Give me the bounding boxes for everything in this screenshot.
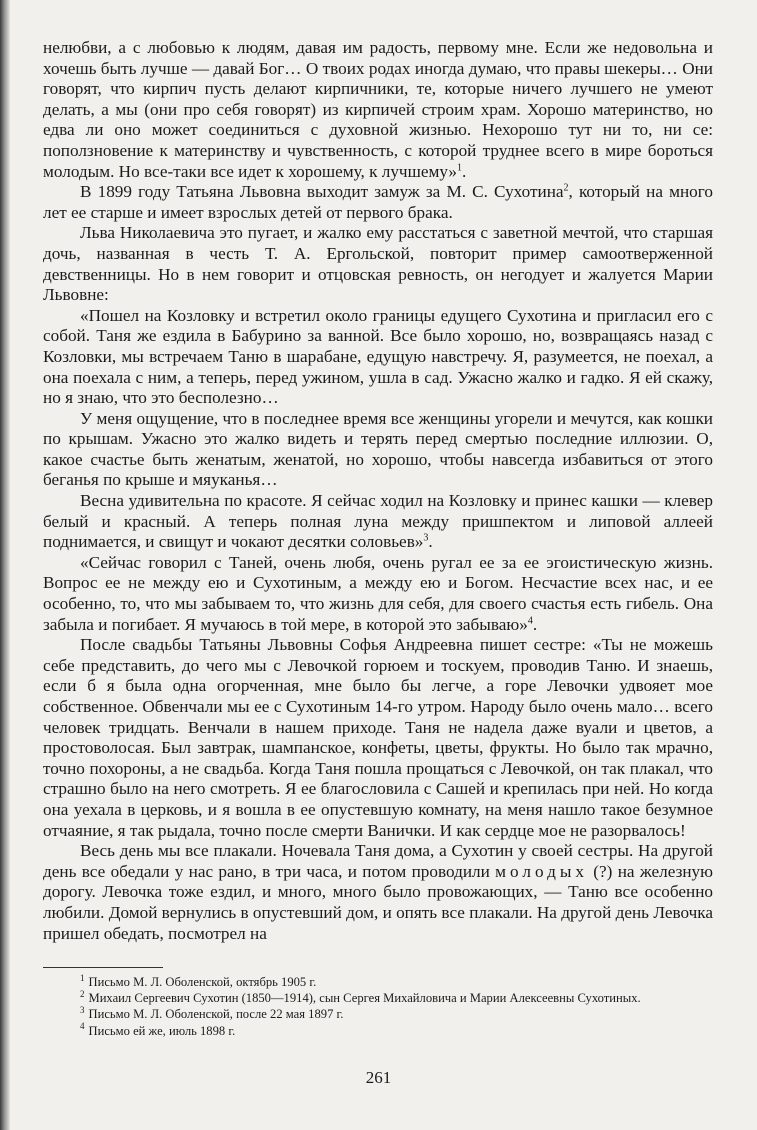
footnote — [43, 1023, 713, 1039]
footnote-text: Михаил Сергеевич Сухотин (1850—1914), сын Сергея Михайловича и Марии Алексеевны Сухотиных. — [88, 991, 641, 1006]
footnote-number: 2 — [80, 989, 85, 1000]
footnote-number: 3 — [80, 1005, 85, 1016]
footnotes — [43, 974, 713, 1039]
footnote-ref: 4 — [527, 614, 533, 626]
paragraph-text: . — [428, 532, 433, 552]
paragraph — [43, 841, 713, 944]
footnote-text: Письмо ей же, июль 1898 г. — [88, 1023, 236, 1038]
paragraph-text: Весь день мы все плакали. Ночевала Таня дома, а Сухотин у своей сестры. На другой день все обедали у нас рано, в три часа, и потом проводили — [43, 841, 713, 881]
footnote-number: 4 — [80, 1021, 85, 1032]
paragraph — [43, 491, 713, 553]
paragraph — [43, 553, 713, 635]
paragraph — [43, 306, 713, 409]
footnote — [43, 974, 713, 990]
paragraph-text: После свадьбы Татьяны Львовны Софья Андреевна пишет сестре: «Ты не можешь себе представить, до чего мы с Левочкой горюем и тоскуем, проводив Таню. И знаешь, если б я была одна огорченная, мне было бы легче, а горе Левочки удвояет мое собственное. Обвенчали мы ее с Сухотиным 14-го утром. Народу было очень мало… всего человек тридцать. Венчали в нашем приходе. Таня не надела даже вуали и цветов, а простоволосая. Был завтрак, шампанское, конфеты, цветы, фрукты. Но было так мрачно, точно похороны, а не свадьба. Когда Таня пошла прощаться с Левочкой, он так плакал, что страшно было на него смотреть. Я ее благословила с Сашей и крепилась при ней. Но когда она уехала в церковь, и я вошла в ее опустевшую комнату, на меня нашло такое безумное отчаяние, я так рыдала, точно после смерти Ванички. И как сердце мое не разорвалось! — [43, 635, 713, 840]
paragraph-text: нелюбви, а с любовью к людям, давая им радость, первому мне. Если же недовольна и хочешь быть лучше — давай Бог… О твоих родах иногда думаю, что правы шекеры… Они говорят, что кирпич пусть делают кирпичники, те, которые ничего лучшего не умеют делать, а мы (они про себя говорят) из кирпичей строим храм. Хорошо материнство, но едва ли оно может соединиться с духовной жизнью. Нехорошо тут ни то, ни се: поползновение к материнству и чувственность, с которой труднее всего в мире бороться молодым. Но все-таки все идет к хорошему, к лучшему» — [43, 38, 713, 181]
footnote-ref: 2 — [563, 182, 569, 194]
paragraph-text: (?) на железную дорогу. Левочка тоже ездил, и много, много было провожающих, — Таню все особенно любили. Домой вернулись в опустевший дом, и опять все плакали. На другой день Левочка пришел обедать, посмотрел на — [43, 861, 713, 943]
footnote-divider — [43, 967, 163, 968]
paragraph-text: «Сейчас говорил с Таней, очень любя, очень ругал ее за ее эгоистическую жизнь. Вопрос ее не между ею и Сухотиным, а между ею и Богом. Несчастие всех нас, и ее особенно, то, что мы забываем то, что жизнь для себя, для своего счастья есть гибель. Она забыла и погибает. Я мучаюсь в той мере, в которой это забываю» — [43, 552, 713, 634]
paragraph-text: . — [461, 161, 467, 181]
footnote-ref: 3 — [423, 532, 429, 544]
paragraph — [43, 223, 713, 305]
paragraph — [43, 409, 713, 491]
paragraph-text: . — [532, 614, 538, 634]
paragraph — [43, 182, 713, 223]
footnote-ref: 1 — [456, 161, 462, 173]
emphasized-text: молодых — [495, 861, 588, 881]
paragraph-text: В 1899 году Татьяна Львовна выходит замуж за М. С. Сухотина — [80, 182, 564, 202]
paragraph-text: Льва Николаевича это пугает, и жалко ему расстаться с заветной мечтой, что старшая дочь, названная в честь Т. А. Ергольской, повторит пример самоотверженной девственницы. Но в нем говорит и отцовская ревность, он негодует и жалуется Марии Львовне: — [43, 223, 713, 305]
footnote-text: Письмо М. Л. Оболенской, после 22 мая 1897 г. — [88, 1007, 344, 1022]
paragraph-text: У меня ощущение, что в последнее время все женщины угорели и мечутся, как кошки по крышам. Ужасно это жалко видеть и терять перед смертью последние иллюзии. О, какое счастье быть женатым, женатой, но хорошо, чтобы навсегда избавиться от этого беганья по крыше и мяуканья… — [43, 408, 713, 490]
paragraph-text: Весна удивительна по красоте. Я сейчас ходил на Козловку и принес кашки — клевер белый и красный. А теперь полная луна между пришпектом и липовой аллеей поднимается, и свищут и чокают десятки соловьев» — [43, 491, 713, 552]
footnote-text: Письмо М. Л. Оболенской, октябрь 1905 г. — [88, 975, 317, 989]
footnote — [43, 990, 713, 1006]
page-binding-shadow — [0, 0, 10, 1130]
page-number: 261 — [365, 1068, 392, 1087]
footnote-number: 1 — [80, 972, 85, 983]
body-text — [43, 38, 713, 944]
paragraph-text: «Пошел на Козловку и встретил около границы едущего Сухотина и пригласил его с собой. Таня же ездила в Бабурино за ванной. Все было хорошо, но, возвращаясь назад с Козловки, мы встречаем Таню в шарабане, едущую навстречу. Я, разумеется, не поехал, а она поехала с ним, а теперь, перед ужином, ушла в сад. Ужасно жалко и гадко. Я ей скажу, но я знаю, что это бесполезно… — [43, 305, 713, 408]
paragraph — [43, 38, 713, 182]
paragraph — [43, 635, 713, 841]
paragraph-text: , который на много лет ее старше и имеет взрослых детей от первого брака. — [43, 182, 713, 222]
footnote — [43, 1006, 713, 1022]
